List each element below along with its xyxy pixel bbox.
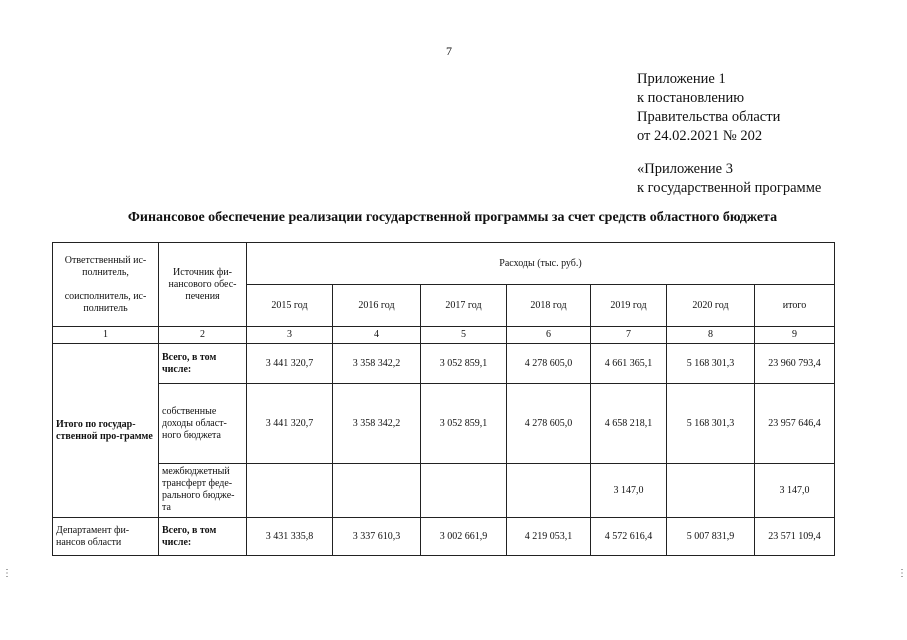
appendix-1-line: Правительства области: [637, 109, 781, 125]
table-row: [53, 384, 835, 464]
column-number: 5: [421, 327, 507, 344]
header-year: 2020 год: [667, 285, 755, 327]
table-row: [53, 464, 835, 518]
column-number: 6: [507, 327, 591, 344]
header-responsible: Ответственный ис-полнитель, соисполнитель, ис-полнитель: [53, 243, 159, 327]
column-number: 8: [667, 327, 755, 344]
value-cell: 4 278 605,0: [507, 344, 591, 384]
appendix-1-line: к постановлению: [637, 90, 745, 106]
left-margin-mark: ⋮: [2, 568, 12, 579]
value-cell: 4 661 365,1: [591, 344, 667, 384]
value-cell: 3 052 859,1: [421, 344, 507, 384]
value-cell: [667, 464, 755, 518]
appendix-3-reference: [637, 160, 821, 198]
right-margin-mark: ⋮: [897, 568, 907, 579]
column-number: 3: [247, 327, 333, 344]
document-title: Финансовое обеспечение реализации государственной программы за счет средств областного бюджета: [127, 210, 778, 225]
value-cell: 3 358 342,2: [333, 384, 421, 464]
page-number: 7: [446, 44, 452, 58]
column-number: 4: [333, 327, 421, 344]
value-cell: 3 052 859,1: [421, 384, 507, 464]
column-number: 1: [53, 327, 159, 344]
header-expenses: Расходы (тыс. руб.): [247, 243, 835, 285]
funding-source: межбюджетный трансферт феде-рального бюдже-та: [159, 464, 247, 518]
value-cell: 4 278 605,0: [507, 384, 591, 464]
value-cell: 3 337 610,3: [333, 518, 421, 556]
total-cell: 23 957 646,4: [755, 384, 835, 464]
funding-source: Всего, в том числе:: [159, 518, 247, 556]
appendix-1-line: от 24.02.2021 № 202: [637, 128, 763, 144]
funding-source: собственные доходы област-ного бюджета: [159, 384, 247, 464]
value-cell: 3 431 335,8: [247, 518, 333, 556]
value-cell: 4 219 053,1: [507, 518, 591, 556]
header-year: 2017 год: [421, 285, 507, 327]
value-cell: 5 168 301,3: [667, 344, 755, 384]
column-number: 9: [755, 327, 835, 344]
value-cell: [507, 464, 591, 518]
value-cell: 3 441 320,7: [247, 384, 333, 464]
total-cell: 23 571 109,4: [755, 518, 835, 556]
value-cell: 3 441 320,7: [247, 344, 333, 384]
appendix-3-line: к государственной программе: [637, 180, 822, 196]
financing-table: [52, 242, 835, 556]
value-cell: [333, 464, 421, 518]
column-number: 7: [591, 327, 667, 344]
column-number: 2: [159, 327, 247, 344]
value-cell: 4 658 218,1: [591, 384, 667, 464]
header-year: 2018 год: [507, 285, 591, 327]
section-name: Департамент фи-нансов области: [53, 518, 159, 556]
value-cell: 5 007 831,9: [667, 518, 755, 556]
total-cell: 3 147,0: [755, 464, 835, 518]
appendix-3-line: «Приложение 3: [637, 161, 733, 177]
header-total: итого: [755, 285, 835, 327]
section-name: Итого по государ-ственной про-грамме: [53, 344, 159, 518]
value-cell: 3 147,0: [591, 464, 667, 518]
table-row: [53, 344, 835, 384]
value-cell: 3 002 661,9: [421, 518, 507, 556]
total-cell: 23 960 793,4: [755, 344, 835, 384]
funding-source: Всего, в том числе:: [159, 344, 247, 384]
header-year: 2019 год: [591, 285, 667, 327]
appendix-1-line: Приложение 1: [637, 71, 726, 87]
header-year: 2016 год: [333, 285, 421, 327]
value-cell: [247, 464, 333, 518]
header-year: 2015 год: [247, 285, 333, 327]
value-cell: 4 572 616,4: [591, 518, 667, 556]
appendix-1-reference: [637, 70, 780, 146]
header-source: Источник фи-нансового обес-печения: [159, 243, 247, 327]
value-cell: [421, 464, 507, 518]
column-number-row: [53, 327, 835, 344]
value-cell: 5 168 301,3: [667, 384, 755, 464]
table-row: [53, 518, 835, 556]
value-cell: 3 358 342,2: [333, 344, 421, 384]
